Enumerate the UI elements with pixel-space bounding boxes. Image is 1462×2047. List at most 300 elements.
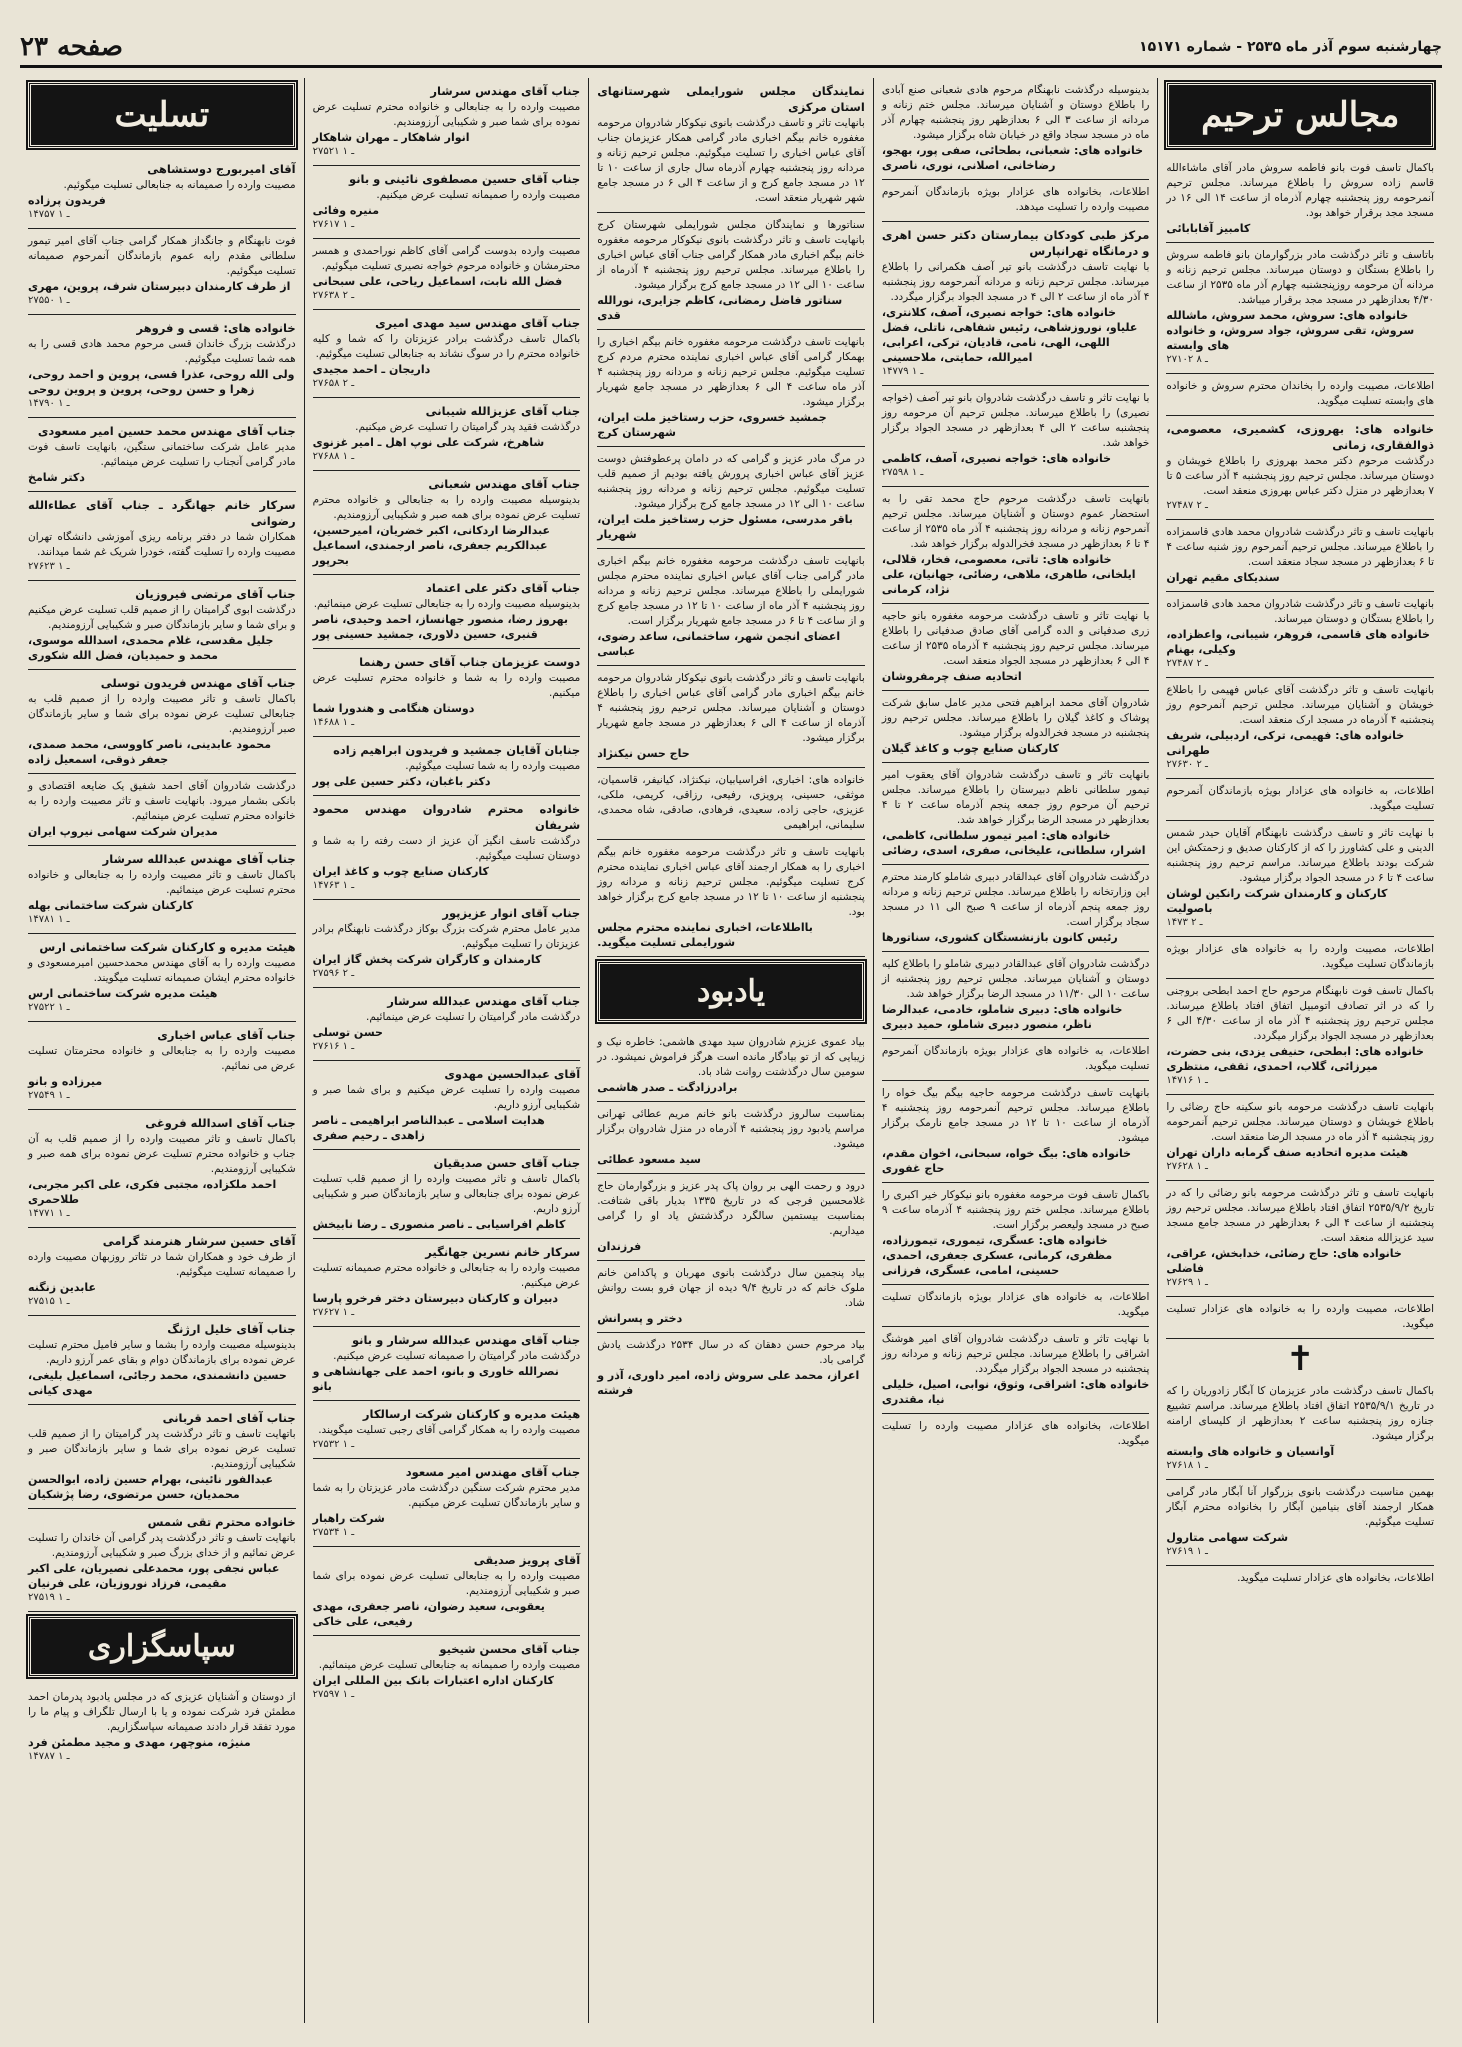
notice-text: اطلاعات، به خانواده های عزادار بویژه بازماندگان آنمرحوم تسلیت میگوید.: [1166, 785, 1434, 812]
notice-signature: محمود عابدینی، ناصر کاووسی، محمد صمدی، جعفر ذوقی، اسمعیل زاده: [28, 738, 272, 766]
notice: [28, 581, 296, 670]
notice: [313, 1401, 581, 1459]
notice-text: باتاسف و تاثر درگذشت مادر بزرگوارمان بانو فاطمه سروش را باطلاع بستگان و دوستان میرساند. مجلس ترحیم زنانه و مردانه آن مرحومه روزپنجشنبه چهارم آذر ماه ۲۵۳۵ از ساعت ۴/۳۰ بعدازظهر در مسجد مجد برقرار میباشد.: [1166, 249, 1434, 306]
notice-text: مصیبت وارده را به شما تسلیت میگوئیم.: [405, 760, 581, 772]
notice-signature: شاهرخ، شرکت علی نوپ اهل ـ امیر غزنوی: [312, 436, 545, 449]
notice-text: بانهایت تاثر و تاسف درگذشت بانوی نیکوکار شادروان مرحومه مغفوره خانم بیگم اخباری مادر گرامی همکار عزیزمان جناب آقای عباس اخباری را تسلیت میگوئیم. مجلس ترحیم زنانه و مردانه روز پنجشنبه چهارم آذرماه سال جاری از ساعت ۱۰ تا ۱۲ در مسجد جامع کرج و از ساعت ۴ الی ۶ در مسجد جامع شهر شهریار منعقد است.: [597, 117, 865, 204]
issue-date-line: چهارشنبه سوم آذر ماه ۲۵۳۵ - شماره ۱۵۱۷۱: [1139, 38, 1442, 55]
notice-text: اطلاعات، مصیبت وارده را بخاندان محترم سروش و خانواده های وابسته تسلیت میگوید.: [1166, 380, 1434, 407]
notice-code: ۲۷۱۰۲ ـ ۸: [1166, 354, 1208, 365]
notice: [1166, 1566, 1434, 1592]
notice-heading: هیئت مدیره و کارکنان شرکت ارسالکار: [362, 1407, 581, 1421]
notice-code: ۲۷۶۱۶ ـ ۱: [312, 1041, 355, 1052]
notice-code: ۲۷۴۸۷ ـ ۲: [1166, 658, 1208, 669]
notice: [1166, 1379, 1434, 1480]
notice-text: باکمال تاسف و تاثر مصیبت وارده را به جنابعالی و خانواده محترم تسلیت عرض مینمائیم.: [28, 869, 296, 896]
notice-text: مصیبت وارده را تسلیت عرض میکنیم و برای شما صبر و شکیبایی آرزو داریم.: [312, 1084, 581, 1111]
notice-heading: جناب آقای مهندس عبدالله سرشار و بانو: [351, 1333, 581, 1347]
notice-text: باکمال تاسف و تاثر مصیبت وارده را از صمیم قلب به آن جناب و خانواده محترم تسلیت عرض نموده برای همه صبر و شکیبایی آرزومندیم.: [28, 1133, 296, 1175]
notice-text: بدینوسیله مصیبت وارده را به جنابعالی و خانواده محترم تسلیت عرض نموده برای همه صبر و شکیبایی آرزومندیم.: [312, 494, 581, 521]
notice: [597, 1333, 865, 1404]
notice-heading: جناب آقای دکتر علی اعتماد: [425, 581, 581, 595]
notice-signature: خانواده های: دبیری شاملو، خادمی، عبدالرضا ناظر، منصور دبیری شاملو، حمید دبیری: [881, 1003, 1123, 1031]
notice-text: درگذشت فقید پدر گرامیتان را تسلیت عرض میکنیم.: [355, 421, 581, 433]
notice-code: ۲۷۶۸۸ ـ ۱: [312, 451, 355, 462]
notice-code: ۲۷۵۳۲ ـ ۱: [312, 1439, 355, 1450]
notice-text: مصیبت وارده را صمیمانه به جنابعالی تسلیت میگوئیم.: [63, 179, 296, 191]
notice-heading: جناب آقای مهندس امیر مسعود: [405, 1465, 581, 1479]
notice-text: مدیر محترم شرکت سنگین درگذشت مادر عزیزتان را به شما و سایر بازماندگان تسلیت عرض میکنیم.: [312, 1482, 581, 1509]
page-header: [20, 28, 1442, 68]
notice-signature: کامبیز آقابابائی: [1166, 222, 1251, 235]
notice: [597, 666, 865, 768]
notice-signature: شرکت راهبار: [312, 1512, 385, 1525]
notice-signature: سناتور فاضل رمضانی، کاظم جزایری، نورالله قدی: [597, 294, 843, 322]
notice: [28, 229, 296, 315]
notice: [882, 952, 1150, 1039]
notice-signature: نصرالله خاوری و بانو، احمد علی جهانشاهی و بانو: [312, 1365, 559, 1393]
notice-text: با نهایت تاثر و تاسف درگذشت مرحومه مغفوره بانو حاجیه زری صدفیانی و الده گرامی آقای صادق صدفیانی را باطلاع میرساند. مجلس ترحیم روز پنجشنبه ۴ آذرماه ۲۵۳۵ از ساعت ۴ الی ۶ بعدازظهر در مسجد الجواد منعقد است.: [881, 610, 1150, 667]
column-2: [873, 78, 1158, 2023]
notice: [313, 1636, 581, 1708]
notice-text: اطلاعات، مصیبت وارده را به خانواده های عزادار بویژه بازماندگان تسلیت میگوید.: [1166, 943, 1434, 970]
notice-signature: دختر و پسرانش: [597, 1312, 683, 1325]
notice-text: بانهایت تاثر و تاسف درگذشت شادروان آقای یعقوب امیر تیمور سلطانی ناظم دبیرستان را باطلاع میرساند. مجلس ترحیم آن مرحوم روز جمعه پنجم آذرماه ساعت ۲ تا ۴ بعدازظهر در مسجد الرضا برگزار خواهد شد.: [881, 769, 1150, 826]
notice-text: شادروان آقای محمد ابراهیم فتحی مدیر عامل سابق شرکت پوشاک و کاغذ گیلان را باطلاع میرساند. مجلس ترحیم روز پنجشنبه در مسجد فخرالدوله برگزار میشود.: [881, 697, 1150, 739]
notice-signature: خانواده های: شعبانی، بطحائی، صفی پور، بهجو، رضاخانی، اصلانی، نوری، ناصری: [881, 144, 1144, 172]
notice-signature: عباس نجفی پور، محمدعلی نصیریان، علی اکبر مقیمی، فرزاد نوروزیان، علی فرنیان: [28, 1562, 280, 1590]
cross-icon: ✝: [1285, 1339, 1315, 1379]
notice: [1166, 678, 1434, 779]
notice-text: مصیبت وارده را به جنابعالی تسلیت عرض نموده برای شما صبر و شکیبایی آرزومندیم.: [312, 1570, 581, 1597]
notice-heading: جناب آقای حسن صدیقیان: [433, 1156, 581, 1170]
notice-code: ۱۴۷۸۱ ـ ۱: [28, 914, 70, 925]
notice: [882, 222, 1150, 386]
notice-heading: آقای امیربورج دوستشاهی: [147, 162, 296, 176]
notice-code: ۲۷۵۱۵ ـ ۱: [28, 1296, 70, 1307]
notice-signature: خانواده های: تاتی، معصومی، فخار، قلالی، ایلخانی، طاهری، ملاهی، رضائی، جهانیان، علی نژاد، کرمانی: [881, 553, 1136, 596]
notice: [28, 315, 296, 418]
notice-text: بدینوسیله درگذشت نابهنگام مرحوم هادی شعبانی صنع آبادی را باطلاع دوستان و آشنایان میرساند. مجلس ختم زنانه و مردانه از ساعت ۳ الی ۶ بعدازظهر روز پنجشنبه چهارم آذر ماه در مسجد سجاد واقع در خیابان شاه برگزار میشود.: [881, 84, 1150, 141]
notice: [1166, 243, 1434, 374]
notice-signature: منیره وفائی: [312, 204, 380, 217]
notice-code: ۲۷۶۱۸ ـ ۱: [1166, 1460, 1208, 1471]
notice-heading: سرکار خانم نسرین جهانگیر: [425, 1245, 581, 1259]
notice-signature: فضل الله نابت، اسماعیل ریاحی، علی سبحانی: [312, 275, 563, 288]
section-banner: يادبود: [597, 961, 865, 1022]
notice-signature: اتحادیه صنف چرمفروشان: [881, 670, 1022, 683]
notice-heading: جناب آقای مهندس عبدالله سرشار: [102, 852, 296, 866]
notice: [882, 78, 1150, 180]
notice-text: مصیبت وارده را به جنابعالی و خانواده محترم تسلیت عرض نموده برای شما صبر و شکیبایی آرزومندیم.: [312, 101, 581, 128]
column-1: [1157, 78, 1442, 2023]
notice: [28, 418, 296, 492]
notice-heading: آقای حسین سرشار هنرمند گرامی: [102, 1234, 296, 1248]
notice-text: بانهایت تاسف درگذشت مرحومه مغفوره خانم بیگم اخباری را بهمکار گرامی آقای عباس اخباری نماینده محترم مردم کرج تسلیت میگوئیم. مجلس ترحیم زنانه و مردانه روز پنجشنبه ۴ آذر ماه ساعت ۴ الی ۶ بعدازظهر در مسجد جامع شهریار برگزار میشود.: [597, 336, 865, 408]
notice: [28, 492, 296, 581]
notice-signature: هدایت اسلامی ـ عبدالناصر ابراهیمی ـ ناصر زاهدی ـ رحیم صفری: [312, 1114, 545, 1142]
notice-text: باکمال تاسف و تاثر مصیبت وارده را از صمیم قلب به جنابعالی تسلیت عرض نموده برای شما و سایر بازماندگان صبر آرزومندیم.: [28, 693, 296, 735]
notice-text: بانهایت تاسف و تاثر درگذشت پدر گرامی آن خاندان را تسلیت عرض نمائیم و از خدای بزرگ صبر و شکیبایی آرزومندیم.: [28, 1532, 296, 1559]
notice-text: اطلاعات، بخانواده های عزادار مصیبت وارده را تسلیت میگوید.: [881, 1420, 1150, 1447]
notice-code: ۲۷۶۳۸ ـ ۲: [312, 290, 355, 301]
notice-signature: هیئت مدیره شرکت ساختمانی ارس: [28, 987, 218, 1000]
notice: [28, 670, 296, 774]
notice-signature: سندیکای مقیم تهران: [1166, 571, 1280, 584]
notice-signature: جمشید خسروی، حزب رستاخیز ملت ایران، شهرستان کرج: [597, 411, 827, 439]
notice: [313, 796, 581, 900]
notice-heading: جناب آقای خلیل ارژنگ: [167, 1322, 296, 1336]
notice-heading: جناب آقای مهندس محمد حسین امیر مسعودی: [37, 424, 296, 438]
notice: [1166, 156, 1434, 243]
notice: [313, 239, 581, 310]
notice-signature: هیئت مدیره اتحادیه صنف گرمابه داران تهران: [1166, 1146, 1409, 1159]
notice: [28, 1509, 296, 1612]
notice-signature: ولی الله روحی، عذرا قسی، پروین و احمد روحی، زهرا و حسن روحی، پروین و پروین روحی: [28, 368, 295, 396]
notice-signature: شرکت سهامی متارول: [1166, 1531, 1289, 1544]
notice-code: ۲۷۵۳۴ ـ ۱: [312, 1527, 355, 1538]
notice-code: ۱۴۷۹۰ ـ ۱: [28, 398, 70, 409]
notice: [597, 549, 865, 666]
notice-code: ۲۷۵۱۹ ـ ۱: [28, 1592, 70, 1603]
notice: [597, 447, 865, 549]
notice-signature: خانواده های: عسگری، تیموری، تیمورزاده، مظفری، کرمانی، عسکری جعفری، احمدی، حسینی، امامی، عسگری، فرزانی: [881, 1234, 1113, 1277]
notice-text: مدیر عامل شرکت ساختمانی ستگین، بانهایت تاسف فوت مادر گرامی آنجناب را تسلیت عرض مینمائیم.: [28, 441, 296, 468]
notice: [1166, 1181, 1434, 1297]
notice: [313, 737, 581, 796]
notice-text: باکمال تاسف درگذشت برادر عزیزتان را که شما و کلیه خانواده محترم را در سوگ نشاند به جنابعالی تسلیت میگوئیم.: [312, 333, 581, 360]
section-banner: سپاسگزاری: [28, 1616, 296, 1677]
notice-heading: آقای پرویز صدیقی: [473, 1553, 581, 1567]
notice-text: مصیبت وارده بدوست گرامی آقای کاظم نوراحمدی و همسر محترمشان و خانواده مرحوم خواجه نصیری تسلیت میگوئیم.: [312, 245, 581, 272]
notice-signature: مدیران شرکت سهامی نیروپ ایران: [28, 825, 218, 838]
notice-signature: عبدالرضا اردکانی، اکبر خضریان، امیرحسین، عبدالکریم جعفری، ناصر ارجمندی، اسماعیل بحرپور: [312, 524, 551, 567]
notice: [313, 575, 581, 649]
notice-code: ۲۷۵۹۸ ـ ۱: [881, 467, 924, 478]
notice-heading: نمایندگان مجلس شورایملی شهرستانهای استان مرکزی: [597, 84, 865, 114]
notice: [28, 1316, 296, 1405]
notice-signature: اعراز، محمد علی سروش زاده، امیر داوری، آذر و فرشته: [597, 1369, 860, 1397]
notice: [28, 1685, 296, 1770]
notice-code: ۲۷۶۵۸ ـ ۲: [312, 378, 355, 389]
notice-text: درگذشت بزرگ خاندان قسی مرحوم محمد هادی قسی را به همه شما تسلیت میگوئیم.: [28, 338, 296, 365]
notice: [1166, 1480, 1434, 1566]
notice-text: بانهایت تاسف درگذشت مرحومه بانو سکینه حاج رضائی را باطلاع خویشان و دوستان میرساند. مجلس ترحیم آنمرحومه روز پنجشنبه ۴ آذر ماه در مسجد الرضا منعقد است.: [1166, 1101, 1434, 1143]
notice: [882, 1327, 1150, 1414]
notice: [1166, 1095, 1434, 1181]
notice-heading: خانواده های: قسی و فروهر: [136, 321, 296, 335]
notice: [1166, 779, 1434, 821]
notice-code: ۲۷۵۲۲ ـ ۱: [28, 1002, 70, 1013]
column-5: [20, 78, 304, 2023]
notice-signature: فریدون پرزاده: [28, 194, 106, 207]
notice-text: بیاد عموی عزیزم شادروان سید مهدی هاشمی: خاطره نیک و زیبایی که از تو بیادگار مانده است هرگز فراموش نمیشود. در سومین سال درگذشتت روانت شاد باد.: [597, 1036, 865, 1078]
notice-code: ۲۷۶۳۰ ـ ۲: [1166, 759, 1208, 770]
notice-heading: جناب آقای انوار عزیزپور: [442, 906, 581, 920]
column-4: [304, 78, 589, 2023]
notice-text: درگذشت تاسف انگیز آن عزیز از دست رفته را به شما و دوستان تسلیت میگوئیم.: [312, 835, 581, 862]
notice-heading: جناب آقای مهندس فریدون توسلی: [100, 676, 296, 690]
notice-heading: خانواده محترم شادروان مهندس محمود شریفان: [312, 802, 581, 832]
notice: [597, 768, 865, 840]
notice-signature: کارکنان صنایع چوب و کاغذ گیلان: [881, 742, 1059, 755]
section-banner: تسلیت: [28, 82, 296, 148]
notice-text: سناتورها و نمایندگان مجلس شورایملی شهرستان کرج بانهایت تاسف و تاثر درگذشت بانوی نیکوکار مرحومه مغفوره خانم بیگم اخباری مادر همکار گرامی جناب آقای عباس اخباری را باطلاع میرساند. مجلس ترحیم روز پنجشنبه ۴ آذرماه از ساعت ۱۰ الی ۱۲ در مسجد جامع کرج برگزار میشود.: [597, 219, 865, 291]
notice: [882, 763, 1150, 865]
page-number: صفحه ۲۳: [20, 31, 123, 62]
notice-text: اطلاعات، به خانواده های عزادار بویژه بازماندگان تسلیت میگوید.: [881, 1291, 1150, 1318]
notice: [1166, 979, 1434, 1095]
notice-signature: خانواده های: خواجه نصیری، آصف، کاظمی: [881, 452, 1112, 465]
notice: [882, 1414, 1150, 1455]
notice-text: مصیبت وارده را به جنابعالی و خانواده محترم صمیمانه تسلیت عرض میکنیم.: [312, 1262, 581, 1289]
notice-text: درود و رحمت الهی بر روان پاک پدر عزیز و بزرگوارمان حاج غلامحسین فرجی که در تاریخ ۱۳۳۵ بدیار باقی شتافت. بمناسبت بیستمین سالگرد درگذشتش یاد او را گرامی میداریم.: [597, 1180, 865, 1237]
notice-code: ۲۷۴۸۷ ـ ۲: [1166, 500, 1208, 511]
notice: [597, 1102, 865, 1174]
notice: [313, 1150, 581, 1239]
notice-text: باکمال تاسف فوت بانو فاطمه سروش مادر آقای ماشاءالله قاسم زاده سروش را باطلاع میرساند. مجلس ترحیم آنمرحومه روز پنجشنبه چهارم آذرماه از ساعت ۱۴ الی ۱۶ در مسجد مجد برقرار خواهد بود.: [1166, 162, 1434, 219]
notice-text: بهمین مناسبت درگذشت بانوی بزرگوار آنا آبگار مادر گرامی همکار ارجمند آقای بنیامین آبگار را بخانواده محترم آبگار تسلیت میگوئیم.: [1166, 1486, 1434, 1528]
notice-signature: منیژه، منوچهر، مهدی و مجید مطمئن فرد: [28, 1736, 251, 1749]
notice-signature: دوستان هنگامی و هندورا شما: [312, 702, 475, 715]
notice-code: ۲۷۶۲۸ ـ ۱: [1166, 1161, 1208, 1172]
notice-signature: عبدالفور نائینی، بهرام حسین زاده، ابوالحسن محمدیان، حسن مرتضوی، رضا پژشکیان: [28, 1473, 273, 1501]
notice: [882, 1183, 1150, 1285]
notice-text: با نهایت تاثر و تاسف درگذشت شادروان بانو تیر آصف (خواجه نصیری) را باطلاع میرساند. مجلس ترحیم آن مرحومه روز پنجشنبه ساعت ۲ الی ۴ بعدازظهر در مسجد الجواد برگزار خواهد شد.: [881, 392, 1150, 449]
notice-signature: خانواده های: امیر تیمور سلطانی، کاظمی، اشرار، سلطانی، علیخانی، صفری، اسدی، رضائی: [881, 829, 1146, 857]
notice: [1166, 821, 1434, 937]
notice: [882, 691, 1150, 763]
notice-text: مصیبت وارده را به جنابعالی و خانواده محترمتان تسلیت عرض می نمائیم.: [28, 1045, 296, 1072]
notice-heading: سرکار خانم جهانگرد ـ جناب آقای عطاءالله رضوانی: [28, 498, 296, 528]
notice-text: اطلاعات، مصیبت وارده را به خانواده های عزادار تسلیت میگوید.: [1166, 1303, 1434, 1330]
notice-text: بمناسبت سالروز درگذشت بانو خانم مریم عطائی تهرانی مراسم یادبود روز پنجشنبه ۴ آذرماه در منزل شادروان برگزار میشود.: [597, 1108, 865, 1150]
notice-text: بانهایت تاسف درگذشت مرحوم حاج محمد تقی را به استحضار عموم دوستان و آشنایان میرساند. مجلس ترحیم آنمرحوم زنانه و مردانه روز پنجشنبه ۴ آذر ماه ۲۵۳۵ از ساعت ۴ تا ۶ بعدازظهر در مسجد فخرالدوله برگزار خواهد شد.: [881, 493, 1150, 550]
notice: [1166, 592, 1434, 678]
notice: [1166, 520, 1434, 592]
notice-signature: حسن توسلی: [312, 1026, 383, 1039]
notice-text: در مرگ مادر عزیز و گرامی که در دامان پرعطوفتش دوست عزیز آقای عباس اخباری پرورش یافته بودیم از صمیم قلب تسلیت میگوئیم. مجلس ترحیم زنانه و مردانه روز پنجشنبه ساعت ۱۰ الی ۱۲ در مسجد جامع کرج برگزار میشود.: [597, 453, 865, 510]
newspaper-columns: [20, 78, 1442, 2023]
notice: [313, 1327, 581, 1401]
notice-signature: بهروز رضا، منصور جهانساز، احمد وحیدی، ناصر قنبری، حسین دلاوری، جمشید حسینی پور: [312, 613, 568, 641]
notice-heading: جناب آقای عزیزالله شیبانی: [425, 404, 581, 418]
notice-signature: از طرف کارمندان دبیرستان شرف، پروین، مهری: [28, 280, 291, 293]
notice-text: درگذشت مرحوم دکتر محمد بهروزی را باطلاع خویشان و دوستان میرساند. مجلس ترحیم روز پنجشنبه ۴ آذر ساعت ۵ تا ۷ بعدازظهر در منزل دکتر عباس بهروزی منعقد است.: [1166, 455, 1434, 497]
notice: [28, 1110, 296, 1228]
notice-heading: آقای عبدالحسین مهدوی: [444, 1067, 581, 1081]
notice-code: ۲۷۵۹۷ ـ ۱: [312, 1689, 355, 1700]
notice-signature: خانواده های: حاج رضائی، خدابخش، عراقی، فاضلی: [1166, 1247, 1402, 1275]
notice-text: بانهایت تاسف و تاثر درگذشت شادروان محمد هادی قاسمزاده را باطلاع میرساند. مجلس ترحیم آنمرحوم روز شنبه ساعت ۴ تا ۶ بعدازظهر در مسجد سجاد منعقد است.: [1166, 526, 1434, 568]
notice-code: ۲۷۵۹۶ ـ ۲: [312, 968, 355, 979]
notice: [313, 166, 581, 239]
notice: [597, 1261, 865, 1333]
notice-code: ۱۴۷۸۷ ـ ۱: [28, 1751, 70, 1762]
notice: [313, 988, 581, 1061]
notice: [597, 1030, 865, 1102]
notice-text: بانهایت تاسف و تاثر درگذشت مرحومه مغفوره خانم بیگم اخباری را به همکار ارجمند آقای عباس اخباری نماینده محترم کرج تسلیت میگوئیم. مجلس ترحیم زنانه و مردانه روز پنجشنبه از ساعت ۱۰ تا ۱۲ در مسجد جامع کرج برگزار خواهد بود.: [597, 846, 865, 918]
notice-text: اطلاعات، به خانواده های عزادار بویژه بازماندگان آنمرحوم تسلیت میگوید.: [881, 1045, 1150, 1072]
notice: [313, 1239, 581, 1327]
notice-heading: جناب آقای مهندس سرشار: [430, 84, 581, 98]
notice-signature: عابدین زنگنه: [28, 1281, 97, 1294]
notice-code: ۱۴۷۳ ـ ۲: [1166, 917, 1203, 928]
notice-text: باکمال تاسف فوت مرحومه مغفوره بانو نیکوکار خیر اکبری را باطلاع میرساند. مجلس ختم روز پنجشنبه ۴ آذرماه ساعت ۹ صبح در مسجد ولیعصر برگزار است.: [881, 1189, 1150, 1231]
notice-signature: انوار شاهکار ـ مهران شاهکار: [312, 131, 470, 144]
notice-code: ۲۷۶۲۷ ـ ۱: [312, 1307, 355, 1318]
notice-signature: آوانسیان و خانواده های وابسته: [1166, 1445, 1335, 1458]
notice: [313, 398, 581, 471]
notice: [597, 1174, 865, 1261]
notice: [597, 330, 865, 447]
notice: [313, 649, 581, 737]
notice-code: ۱۴۷۷۱ ـ ۱: [28, 1208, 70, 1219]
notice-heading: جناب آقای حسین مصطفوی نائینی و بانو: [349, 172, 581, 186]
notice-text: درگذشت شادروان آقای عبدالقادر دبیری شاملو کارمند محترم این وزارتخانه را باطلاع میرساند. مجلس ترحیم زنانه و مردانه روز جمعه پنجم آذرماه از ساعت ۹ صبح الی ۱۱ در مسجد سجاد برگزار است.: [881, 871, 1150, 928]
notice-signature: خانواده های: خواجه نصیری، آصف، کلانتری، علیاو، نوروزشاهی، رئیس شفاهی، ناتلی، فضل اللهی، الهی، نامی، قادیان، ترکی، اعرابی، امیرالله، حمایتی، ملاحسینی: [881, 306, 1138, 364]
notice: [882, 487, 1150, 604]
notice-text: باکمال تاسف فوت نابهنگام مرحوم حاج احمد ابطحی بروجنی را که در اثر تصادف اتومبیل اتفاق افتاد باطلاع میرساند. مجلس ترحیم روز پنجشنبه ۴ آذر ماه از ساعت ۴/۳۰ الی ۶ بعدازظهر در مسجد الجواد برگزار میگردد.: [1166, 985, 1434, 1042]
notice-signature: برادرزادگت ـ صدر هاشمی: [597, 1081, 738, 1094]
notice-text: بانهایت تاسف درگذشت مرحومه مغفوره خانم بیگم اخباری مادر گرامی جناب آقای عباس اخباری نماینده محترم مجلس شورایملی را باطلاع میرساند. مجلس ترحیم زنانه و مردانه روز پنجشنبه ۴ آذر ماه از ساعت ۱۰ تا ۱۲ در مسجد جامع کرج و از ساعت ۴ تا ۶ در مسجد جامع شهریار برگزار است.: [597, 555, 865, 627]
notice: [313, 1459, 581, 1547]
notice: [882, 1285, 1150, 1327]
notice-text: بدینوسیله مصیبت وارده را بشما و سایر فامیل محترم تسلیت عرض نموده برای بازماندگان دوام و بقای عمر آرزو داریم.: [28, 1339, 296, 1366]
notice-text: بانهایت تاسف و تاثر درگذشت آقای عباس فهیمی را باطلاع خویشان و آشنایان میرساند. مجلس ترحیم آنمرحوم روز پنجشنبه ۴ آذرماه در مسجد ارک منعقد است.: [1166, 684, 1434, 726]
notice: [1166, 937, 1434, 979]
notice-text: با نهایت تاثر و تاسف درگذشت شادروان آقای امیر هوشنگ اشراقی را باطلاع میرساند. مجلس ترحیم زنانه و مردانه روز پنجشنبه در مسجد الجواد برگزار میگردد.: [881, 1333, 1150, 1375]
notice: [313, 471, 581, 575]
notice-signature: کارکنان اداره اعتبارات بانک بین المللی ایران: [312, 1674, 554, 1687]
notice-signature: باقر مدرسی، مسئول حزب رستاخیز ملت ایران، شهریار: [597, 513, 853, 541]
notice: [597, 840, 865, 957]
notice-code: ۲۷۶۱۹ ـ ۱: [1166, 1546, 1208, 1557]
notice: [313, 310, 581, 398]
notice-signature: خانواده های: ابطحی، حنیفی یزدی، بنی حضرت، میرزائی، گلاب، احمدی، ثقفی، منتظری: [1166, 1045, 1424, 1073]
notice-signature: خانواده های: بیگ خواه، سبحانی، اخوان مقدم، حاج غفوری: [881, 1147, 1132, 1175]
notice-text: درگذشت شادروان آقای احمد شفیق یک ضایعه اقتصادی و بانکی بشمار میرود. بانهایت تاسف و تاثر مصیبت وارده را به خانواده محترم تسلیت عرض مینمائیم.: [28, 780, 296, 822]
notice-signature: جلیل مقدسی، غلام محمدی، اسدالله موسوی، محمد و حمیدیان، فضل الله شکوری: [28, 634, 274, 662]
notice-heading: جناب آقای مهندس سید مهدی امیری: [375, 316, 581, 330]
notice-signature: اعضای انجمن شهر، ساختمانی، ساعد رضوی، عباسی: [597, 630, 841, 658]
notice-text: با نهایت تاثر و تاسف درگذشت نابهنگام آقایان حیدر شمس الدینی و علی کشاورز را که از کارکنان صدیق و زحمتکش این شرکت بودند باطلاع میرساند. مراسم ترحیم روز پنجشنبه ساعت ۴ تا ۶ در مسجد الجواد برگزار میشود.: [1166, 827, 1434, 884]
notice-heading: جناب آقای احمد قربانی: [162, 1411, 296, 1425]
notice-heading: جناب آقای مرتضی فیروزیان: [135, 587, 296, 601]
notice-text: بیاد پنجمین سال درگذشت بانوی مهربان و پاکدامن خانم ملوک خانم که در تاریخ ۹/۴ دیده از جهان فرو بست روانش شاد.: [597, 1267, 865, 1309]
column-3: [588, 78, 873, 2023]
notice-text: مصیبت وارده را به همکار گرامی آقای رجبی تسلیت میگویند.: [318, 1424, 581, 1436]
notice-text: باکمال تاسف و تاثر مصیبت وارده را از صمیم قلب تسلیت عرض نموده برای جنابعالی و سایر بازماندگان صبر و شکیبایی آرزو داریم.: [312, 1173, 581, 1215]
notice-heading: جناب آقای عباس اخباری: [157, 1028, 296, 1042]
notice-signature: حسین دانشمندی، محمد رجائی، اسماعیل بلیغی، مهدی کیانی: [28, 1369, 287, 1397]
notice: [28, 1022, 296, 1110]
notice-text: باتهایت تاسف و تاثر درگذشت پدر گرامیتان را از صمیم قلب تسلیت عرض نموده برای شما و سایر بازماندگان صبر و شکیبایی آرزومندیم.: [28, 1428, 296, 1470]
notice-heading: خانواده های: بهروزی، کشمیری، معصومی، ذوالفقاری، زمانی: [1166, 422, 1434, 452]
notice-signature: کارمندان و کارگران شرکت پخش گاز ایران: [312, 953, 542, 966]
notice-code: ۲۷۵۴۹ ـ ۱: [28, 1090, 70, 1101]
notice-text: درگذشت ابوی گرامیتان را از صمیم قلب تسلیت عرض میکنیم و برای شما و سایر بازماندگان صبر و شکیبایی آرزومندیم.: [28, 604, 296, 631]
notice: [28, 846, 296, 934]
notice-text: بانهایت تاسف و تاثر درگذشت مرحومه بانو رضائی را که در تاریخ ۲۵۳۵/۹/۲ اتفاق افتاد باطلاع میرساند. مجلس ترحیم روز پنجشنبه از ساعت ۴ الی ۶ بعدازظهر در مسجد جامع مسجد سید عزیزالله منعقد است.: [1166, 1187, 1435, 1244]
notice-signature: دبیران و کارکنان دبیرستان دختر فرخرو پارسا: [312, 1292, 559, 1305]
notice-signature: خانواده های: اشراقی، وثوق، نوابی، اصیل، خلیلی نیا، مقتدری: [881, 1378, 1150, 1406]
notice-signature: احمد ملکزاده، مجتبی فکری، علی اکبر مجربی، طلاحمری: [28, 1178, 277, 1206]
notice-signature: خانواده های: سروش، محمد سروش، ماشالله سروش، تقی سروش، جواد سروش، و خانواده های وابسته: [1166, 309, 1415, 352]
notice: [28, 774, 296, 846]
notice-signature: داریجان ـ احمد مجیدی: [312, 363, 431, 376]
notice: [313, 78, 581, 166]
notice-code: ۱۴۷۶۳ ـ ۱: [312, 880, 355, 891]
notice: [1166, 374, 1434, 416]
notice-signature: کاظم افراسیابی ـ ناصر منصوری ـ رضا نابیخش: [312, 1218, 566, 1231]
notice-text: اطلاعات، بخانواده های عزادار بویژه بازماندگان آنمرحوم مصیبت وارده را تسلیت میدهد.: [881, 186, 1150, 213]
notice-code: ۱۴۶۸۸ ـ ۱: [312, 717, 355, 728]
notice-signature: خانواده های قاسمی، فروهر، شیبانی، واعظزاده، وکیلی، بهنام: [1166, 628, 1430, 656]
notice: [28, 1228, 296, 1316]
notice-signature: کارکنان شرکت ساختمانی بهله: [28, 899, 194, 912]
notice-text: مصیبت وارده را به آقای مهندس محمدحسین امیرمسعودی و خانواده محترم ایشان صمیمانه تسلیت میگویند.: [28, 957, 296, 984]
notice-signature: یعقوبی، سعید رضوان، ناصر جعفری، مهدی رفیعی، علی خاکی: [312, 1600, 545, 1628]
notice: [882, 1081, 1150, 1183]
notice-text: مدیر عامل محترم شرکت بزرگ بوکاز درگذشت نابهنگام برادر عزیزتان را تسلیت میگوئیم.: [312, 923, 581, 950]
notice-signature: سید مسعود عطائی: [597, 1153, 701, 1166]
notice-signature: میرزاده و بانو: [28, 1075, 103, 1088]
notice-code: ۱۴۷۷۹ ـ ۱: [881, 366, 924, 377]
notice-text: بدینوسیله مصیبت وارده را به جنابعالی تسلیت عرض مینمائیم.: [313, 598, 581, 610]
notice-signature: کارکنان صنایع چوب و کاغذ ایران: [312, 865, 489, 878]
notice-text: از طرف خود و همکاران شما در تئاتر روزبهان مصیبت وارده را صمیمانه تسلیت میگوئیم.: [28, 1251, 296, 1278]
notice-text: با نهایت تاسف درگذشت بانو تیر آصف هکمرانی را باطلاع میرساند. مجلس ترحیم زنانه و مردانه آنمرحومه روز پنجشنبه ۴ آذر ماه از ساعت ۲ الی ۴ در مسجد الجواد برگزار میگردد.: [881, 261, 1150, 303]
notice-code: ۲۷۵۲۱ ـ ۱: [312, 146, 355, 157]
notice: [1166, 1297, 1434, 1339]
notice: [882, 386, 1150, 487]
notice-heading: مرکز طبی کودکان بیمارستان دکتر حسن اهری و درمانگاه تهرانپارس: [881, 228, 1150, 258]
notice-text: باکمال تاسف درگذشت مادر عزیزمان کا آبگار زادوریان را که در تاریخ ۲۵۳۵/۹/۱ اتفاق افتاد باطلاع میرساند. مراسم تشییع جنازه روز پنجشنبه ساعت ۲ بعدازظهر از کلیسای ارامنه برگزار میشود.: [1166, 1385, 1434, 1442]
notice-signature: حاج حسن نیکنژاد: [597, 747, 690, 760]
notice-text: بانهایت تاسف و تاثر درگذشت شادروان محمد هادی قاسمزاده را باطلاع بستگان و دوستان میرساند.: [1166, 598, 1434, 625]
notice-code: ۲۷۶۲۳ ـ ۱: [28, 561, 70, 572]
notice-heading: جنابان آقایان جمشید و فریدون ابراهیم زاده: [333, 743, 581, 757]
notice-heading: جناب آقای مهندس شعبانی: [428, 477, 581, 491]
notice-text: فوت نابهنگام و جانگداز همکار گرامی جناب آقای امیر تیمور سلطانی مقدم رابه عموم بازماندگان آنمرحوم صمیمانه تسلیت میگوئیم.: [28, 235, 296, 277]
notice: [313, 900, 581, 988]
notice-signature: کارکنان و کارمندان شرکت رانکین لوشان باصولیت: [1166, 887, 1388, 915]
notice-signature: رئیس کانون بازنشستگان کشوری، سناتورها: [881, 931, 1118, 944]
notice: [597, 78, 865, 213]
notice-code: ۱۴۷۵۷ ـ ۱: [28, 209, 70, 220]
notice-text: بیاد مرحوم حسن دهقان که در سال ۲۵۳۴ درگذشت یادش گرامی باد.: [597, 1339, 865, 1366]
notice-heading: خانواده محترم تقی شمس: [147, 1515, 296, 1529]
notice-text: درگذشت مادر گرامیتان را تسلیت عرض مینمائیم.: [366, 1011, 581, 1023]
notice-text: مصیبت وارده را صمیمانه تسلیت عرض میکنیم.: [376, 189, 581, 201]
notice: [28, 156, 296, 229]
notice-heading: جناب آقای محسن شیخیو: [439, 1642, 581, 1656]
notice-code: ۲۷۵۵۰ ـ ۱: [28, 295, 70, 306]
notice-signature: دکتر باغبان، دکتر حسین علی پور: [312, 775, 491, 788]
notice: [313, 1061, 581, 1150]
notice-text: خانواده های: اخباری، افراسیابیان، نیکنژاد، کیانیفر، قاسمیان، موثقی، حسینی، پرویزی، رفیعی، رزاقی، کریمی، ملکی، عزیزی، حاجی زاده، سعیدی، فرهادی، صادقی، شاه محمدی، سلیمانی، ابراهیمی: [597, 774, 865, 831]
notice-signature: فرزندان: [597, 1240, 642, 1253]
notice-signature: دکتر شامخ: [28, 471, 85, 484]
notice-heading: دوست عزیزمان جناب آقای حسن رهنما: [359, 655, 581, 669]
notice-heading: جناب آقای مهندس عبدالله سرشار: [387, 994, 581, 1008]
notice: [882, 604, 1150, 691]
notice-heading: جناب آقای اسدالله فروغی: [145, 1116, 296, 1130]
notice-text: مصیبت وارده را صمیمانه به جنابعالی تسلیت عرض مینمائیم.: [318, 1659, 581, 1671]
notice: [28, 1405, 296, 1509]
notice-text: بانهایت تاسف و تاثر درگذشت بانوی نیکوکار شادروان مرحومه خانم بیگم اخباری مادر گرامی آقای عباس اخباری را باطلاع دوستان و آشنایان میرساند. مجلس ترحیم روز پنجشنبه ۴ آذرماه از ساعت ۴ الی ۶ بعدازظهر در مسجد جامع شهریار برگزار میشود.: [597, 672, 865, 744]
